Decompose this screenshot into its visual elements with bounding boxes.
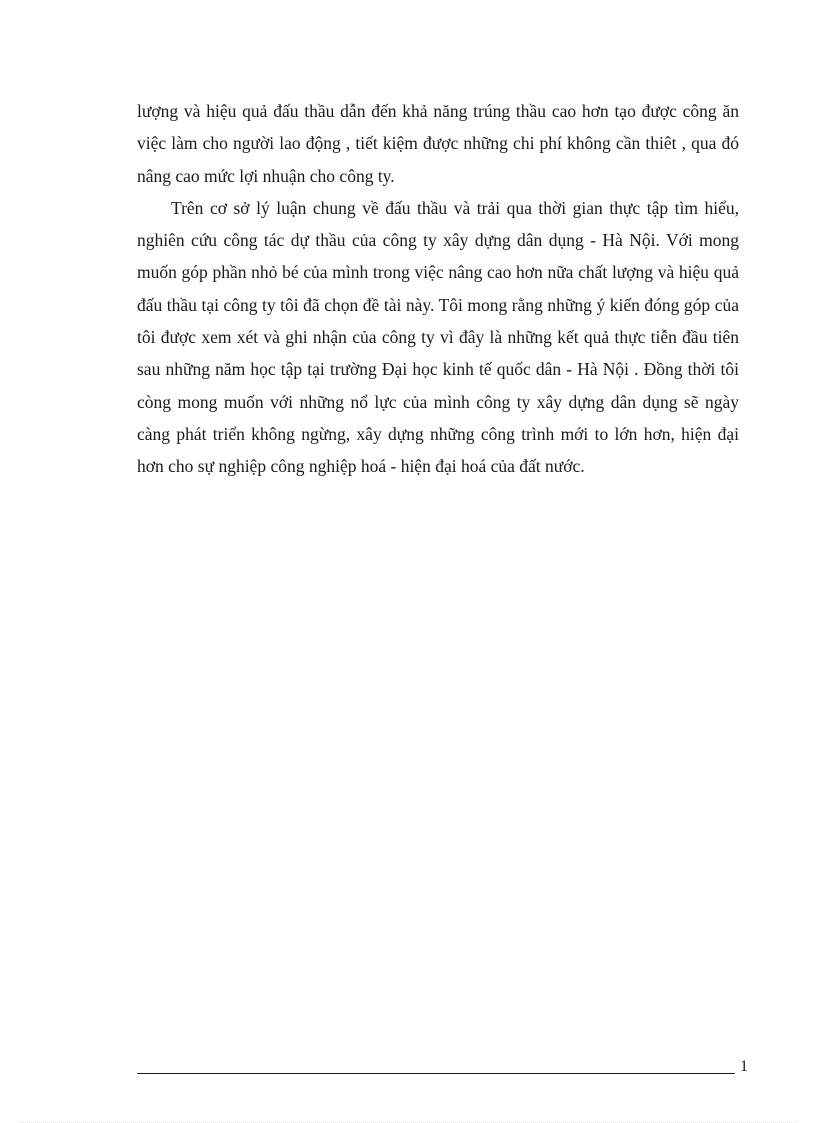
page-number: 1: [740, 1058, 748, 1075]
body-text: [137, 95, 739, 483]
paragraph-main: Trên cơ sở lý luận chung về đấu thầu và trải qua thời gian thực tập tìm hiểu, nghiên cứu công tác dự thầu của công ty xây dựng dân dụng - Hà Nội. Với mong muốn góp phần nhỏ bé của mình trong việc nâng cao hơn nữa chất lượng và hiệu quả đấu thầu tại công ty tôi đã chọn đề tài này. Tôi mong rằng những ý kiến đóng góp của tôi được xem xét và ghi nhận của công ty vì đây là những kết quả thực tiễn đầu tiên sau những năm học tập tại trường Đại học kinh tế quốc dân - Hà Nội . Đồng thời tôi còng mong muốn với những nổ lực của mình công ty xây dựng dân dụng sẽ ngày càng phát triển không ngừng, xây dựng những công trình mới to lớn hơn, hiện đại hơn cho sự nghiệp công nghiệp hoá - hiện đại hoá của đất nước.: [137, 197, 739, 477]
paragraph-continuation: lượng và hiệu quả đấu thầu dẫn đến khả năng trúng thầu cao hơn tạo được công ăn việc làm cho người lao động , tiết kiệm được những chi phí không cần thiêt , qua đó nâng cao mức lợi nhuận cho công ty.: [137, 101, 739, 186]
page-footer: [137, 1056, 747, 1076]
footer-rule: [137, 1073, 735, 1074]
